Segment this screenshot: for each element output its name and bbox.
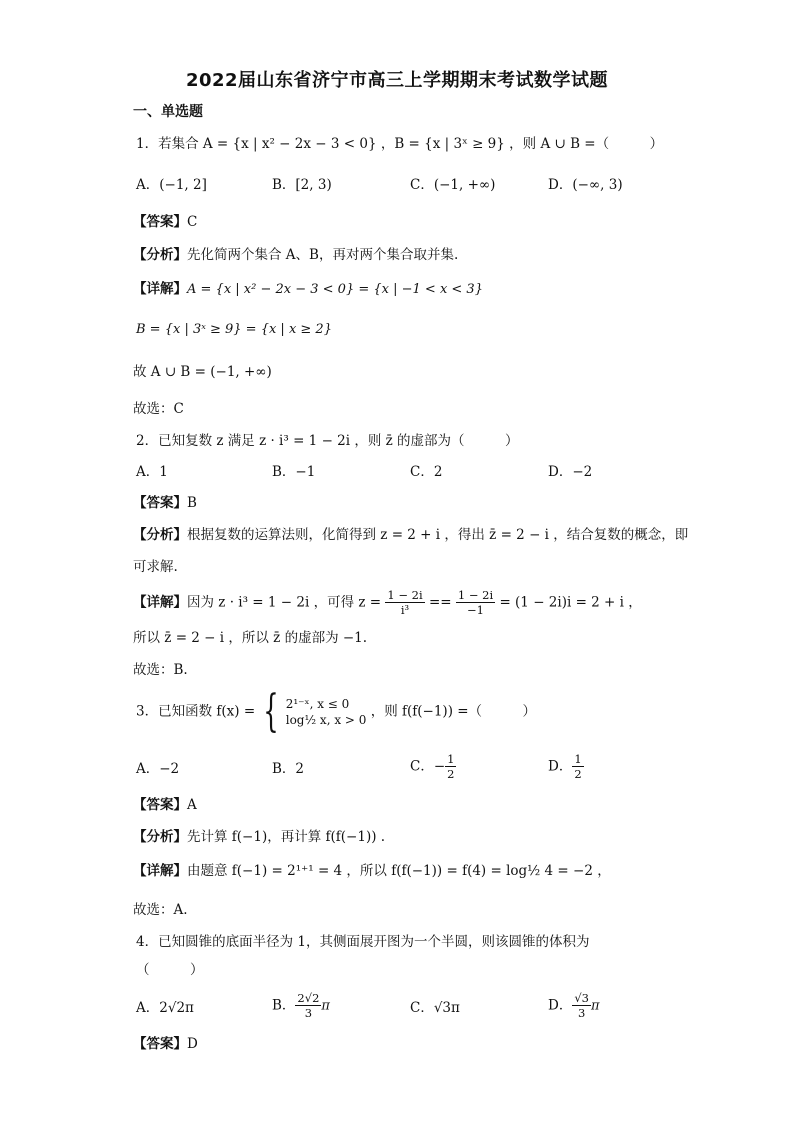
numerator: 1: [447, 752, 455, 766]
detail-text-post: = (1 − 2i)i = 2 + i ，: [499, 594, 642, 611]
q3-choose: 故选：A.: [133, 902, 188, 918]
stem-text-post: ，则 f(f(−1)) =（ ）: [370, 703, 537, 720]
detail-text: 由题意 f(−1) = 2¹⁺¹ = 4 ，所以 f(f(−1)) = f(4) = log½ 4 = −2 ，: [187, 863, 611, 879]
answer-tag: 【答案】: [133, 1036, 187, 1052]
denominator: −1: [467, 603, 484, 618]
denominator: 2: [447, 767, 455, 782]
fraction: [385, 588, 424, 618]
q4-answer: [133, 1036, 198, 1052]
detail-text: A = {x | x² − 2x − 3 < 0} = {x | −1 < x < 3}: [187, 282, 483, 297]
detail-text-pre: 因为 z · i³ = 1 − 2i ，可得 z =: [187, 594, 382, 611]
fraction: [572, 752, 583, 782]
numerator: 1: [574, 752, 582, 766]
q1-detail: [133, 281, 483, 298]
q1-choose: 故选：C: [133, 401, 184, 417]
detail-tag: 【详解】: [133, 281, 187, 297]
q2-option-c: C．2: [410, 464, 443, 480]
option-label: D．: [548, 997, 573, 1014]
q2-option-a: A．1: [136, 464, 168, 480]
answer-value: D: [187, 1036, 198, 1052]
answer-tag: 【答案】: [133, 214, 187, 230]
q3-option-a: A．−2: [136, 761, 180, 777]
q2-choose: 故选：B.: [133, 662, 188, 678]
q1-detail-line-3: 故 A ∪ B = (−1, +∞): [133, 364, 272, 380]
q3-detail: [133, 863, 611, 879]
q2-answer: [133, 495, 197, 511]
equals-sign: ==: [428, 594, 452, 611]
q4-stem-line-2: （ ）: [136, 962, 204, 978]
option-label: D．: [548, 758, 573, 775]
q2-option-d: D．−2: [548, 464, 593, 480]
pi-symbol: π: [590, 998, 600, 1014]
answer-value: A: [187, 797, 197, 813]
q3-option-c: [410, 752, 456, 782]
q4-option-d: [548, 991, 600, 1021]
q2-analysis: [133, 527, 688, 543]
q1-option-d: D．(−∞, 3): [548, 177, 623, 193]
q1-analysis: [133, 247, 458, 263]
denominator: 2: [574, 767, 582, 782]
q1-option-b: B．[2, 3): [272, 177, 332, 193]
analysis-tag: 【分析】: [133, 247, 187, 263]
left-brace-icon: {: [263, 686, 280, 737]
option-label: B．: [272, 997, 296, 1014]
q3-option-b: B．2: [272, 761, 305, 777]
numerator: 1 − 2i: [457, 588, 494, 602]
denominator: 3: [577, 1006, 586, 1021]
q1-option-a: A．(−1, 2]: [136, 177, 207, 193]
pi-symbol: π: [321, 998, 330, 1014]
q1-stem: 1．若集合 A = {x | x² − 2x − 3 < 0} ，B = {x | 3ˣ ≥ 9} ，则 A ∪ B =（ ）: [136, 136, 664, 152]
piecewise-function: [286, 696, 367, 728]
answer-tag: 【答案】: [133, 797, 187, 813]
detail-tag: 【详解】: [133, 863, 187, 879]
numerator: 1 − 2i: [387, 588, 423, 602]
piece-1: 2¹⁻ˣ, x ≤ 0: [285, 696, 350, 711]
q4-option-b: [272, 991, 330, 1021]
fraction: [572, 991, 591, 1021]
fraction: [456, 588, 495, 618]
fraction: [445, 752, 456, 782]
q4-option-a: A．2√2π: [136, 1000, 194, 1016]
q1-answer: [133, 214, 197, 230]
q2-detail: [133, 588, 642, 618]
section-heading: 一、单选题: [133, 104, 203, 120]
q2-option-b: B．−1: [272, 464, 316, 480]
q4-option-c: C．√3π: [410, 1000, 460, 1016]
q2-analysis-line-2: 可求解.: [133, 559, 178, 575]
stem-text-pre: 3．已知函数 f(x) =: [136, 703, 256, 720]
q3-analysis: [133, 829, 385, 845]
q2-stem: 2．已知复数 z 满足 z · i³ = 1 − 2i ，则 z̄ 的虚部为（ ）: [136, 433, 519, 449]
numerator: 2√2: [297, 991, 320, 1005]
analysis-text: 根据复数的运算法则，化简得到 z = 2 + i ，得出 z̄ = 2 − i ，结合复数的概念，即: [187, 527, 689, 543]
answer-value: B: [187, 495, 197, 511]
numerator: √3: [574, 991, 589, 1005]
piece-2: log½ x, x > 0: [285, 713, 367, 727]
q3-option-d: [548, 752, 584, 782]
option-label: C．−: [410, 758, 446, 775]
analysis-tag: 【分析】: [133, 527, 187, 543]
denominator: i³: [400, 603, 410, 618]
denominator: 3: [304, 1006, 313, 1021]
q4-stem: 4．已知圆锥的底面半径为 1，其侧面展开图为一个半圆，则该圆锥的体积为: [136, 934, 590, 950]
analysis-text: 先化简两个集合 A、B，再对两个集合取并集.: [187, 247, 459, 263]
fraction: [295, 991, 321, 1021]
answer-value: C: [187, 214, 198, 230]
q3-answer: [133, 797, 197, 813]
q3-stem: [136, 686, 537, 737]
analysis-text: 先计算 f(−1)，再计算 f(f(−1)) .: [187, 829, 386, 845]
q1-detail-line-2: B = {x | 3ˣ ≥ 9} = {x | x ≥ 2}: [136, 322, 332, 337]
detail-tag: 【详解】: [133, 594, 187, 611]
q2-detail-line-2: 所以 z̄ = 2 − i ，所以 z̄ 的虚部为 −1.: [133, 630, 368, 646]
analysis-tag: 【分析】: [133, 829, 187, 845]
q1-option-c: C．(−1, +∞): [410, 177, 496, 193]
page-title: 2022届山东省济宁市高三上学期期末考试数学试题: [185, 70, 609, 91]
answer-tag: 【答案】: [133, 495, 187, 511]
